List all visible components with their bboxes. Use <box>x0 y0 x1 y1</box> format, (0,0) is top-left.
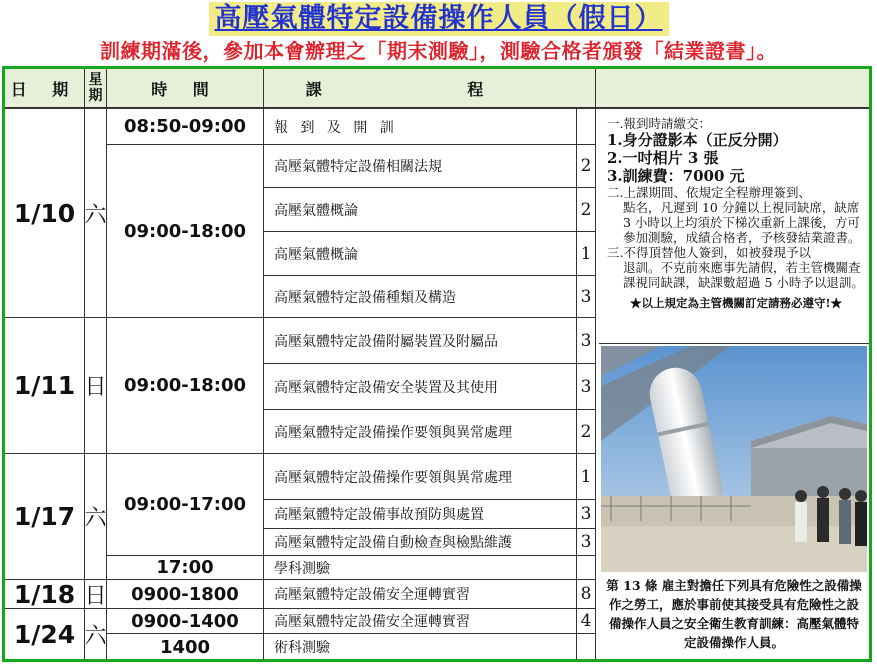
notes-warning: ★以上規定為主管機關訂定請務必遵守!★ <box>629 296 843 310</box>
hours-cell: 3 <box>576 500 596 529</box>
hours-cell: 2 <box>576 410 596 454</box>
title-wrap <box>0 2 877 36</box>
hours-cell: 1 <box>576 232 596 276</box>
hours-cell: 3 <box>576 276 596 318</box>
hours-cell: 3 <box>576 529 596 556</box>
course-cell: 高壓氣體特定設備安全裝置及其使用 <box>264 364 576 410</box>
site-photo <box>601 346 867 572</box>
header-course: 課 程 <box>264 69 596 109</box>
notes-rule-signin-detail: 退訓。不克前來應事先請假，若主管機關查課視同缺課，缺課數超過 5 小時予以退訓。 <box>623 260 864 290</box>
time-cell: 09:00-18:00 <box>107 145 264 318</box>
course-cell: 高壓氣體特定設備安全運轉實習 <box>264 609 576 634</box>
header-date: 日 期 <box>5 69 85 109</box>
time-cell: 09:00-18:00 <box>107 318 264 454</box>
notes-item-fee: 3.訓練費：7000 元 <box>607 167 745 185</box>
date-cell: 1/10 <box>5 109 85 318</box>
course-cell: 高壓氣體概論 <box>264 188 576 232</box>
date-cell: 1/11 <box>5 318 85 454</box>
date-cell: 1/18 <box>5 580 85 609</box>
course-cell: 高壓氣體特定設備操作要領與異常處理 <box>264 454 576 500</box>
hours-cell: 3 <box>576 318 596 364</box>
weekday-cell: 六 <box>85 609 107 660</box>
course-cell: 高壓氣體特定設備自動檢查與檢點維護 <box>264 529 576 556</box>
course-cell: 高壓氣體特定設備相關法規 <box>264 145 576 188</box>
hours-cell: 8 <box>576 580 596 609</box>
page-subtitle: 訓練期滿後，參加本會辦理之「期末測驗」，測驗合格者頒發「結業證書」。 <box>100 39 777 63</box>
notes-item-photo: 2.一吋相片 3 張 <box>607 149 719 167</box>
hours-cell: 1 <box>576 454 596 500</box>
weekday-cell: 日 <box>85 318 107 454</box>
header-weekday-label: 星期 <box>88 72 103 104</box>
header-time: 時 間 <box>107 69 264 109</box>
course-cell: 高壓氣體概論 <box>264 232 576 276</box>
notes-heading: 一.報到時請繳交： <box>607 116 711 131</box>
hours-cell <box>576 556 596 580</box>
course-cell: 高壓氣體特定設備安全運轉實習 <box>264 580 576 609</box>
notes-rule-attendance: 二.上課期間、依規定全程辦理簽到、 <box>607 185 811 200</box>
notes-panel <box>599 112 869 344</box>
weekday-cell: 六 <box>85 454 107 580</box>
hours-cell: 2 <box>576 188 596 232</box>
hours-cell <box>576 634 596 660</box>
notes-rule-signin: 三.不得頂替他人簽到，如被發現予以 <box>607 245 811 260</box>
site-photo-illustration <box>601 346 867 572</box>
course-cell: 高壓氣體特定設備附屬裝置及附屬品 <box>264 318 576 364</box>
header-notes <box>596 69 869 109</box>
notes-item-id: 1.身分證影本（正反分開） <box>607 131 788 149</box>
course-cell: 高壓氣體特定設備事故預防與處置 <box>264 500 576 529</box>
hours-cell <box>576 109 596 145</box>
time-cell: 0900-1400 <box>107 609 264 634</box>
course-cell: 術科測驗 <box>274 640 330 656</box>
time-cell: 09:00-17:00 <box>107 454 264 556</box>
time-cell: 08:50-09:00 <box>107 109 264 145</box>
time-cell: 17:00 <box>107 556 264 580</box>
weekday-cell: 日 <box>85 580 107 609</box>
course-cell: 高壓氣體特定設備種類及構造 <box>264 276 576 318</box>
hours-cell: 2 <box>576 145 596 188</box>
course-cell: 報 到 及 開 訓 <box>264 109 576 145</box>
header-weekday <box>85 69 107 109</box>
regulation-caption: 第 13 條 雇主對擔任下列具有危險性之設備操作之勞工，應於事前使其接受具有危險性之設備操作人員之安全衛生教育訓練：高壓氣體特定設備操作人員。 <box>606 578 862 650</box>
time-cell: 1400 <box>107 634 264 660</box>
date-cell: 1/24 <box>5 609 85 660</box>
date-cell: 1/17 <box>5 454 85 580</box>
course-cell: 學科測驗 <box>264 556 576 580</box>
weekday-cell: 六 <box>85 109 107 318</box>
notes-rule-attendance-detail: 點名，凡遲到 10 分鐘以上視同缺席，缺席 3 小時以上均須於下梯次重新上課後，方可參加測驗，成績合格者，予核發結業證書。 <box>623 200 861 245</box>
time-cell: 0900-1800 <box>107 580 264 609</box>
page-title: 高壓氣體特定設備操作人員（假日） <box>209 2 669 36</box>
hours-cell: 4 <box>576 609 596 634</box>
hours-cell: 3 <box>576 364 596 410</box>
course-cell: 高壓氣體特定設備操作要領與異常處理 <box>264 410 576 454</box>
